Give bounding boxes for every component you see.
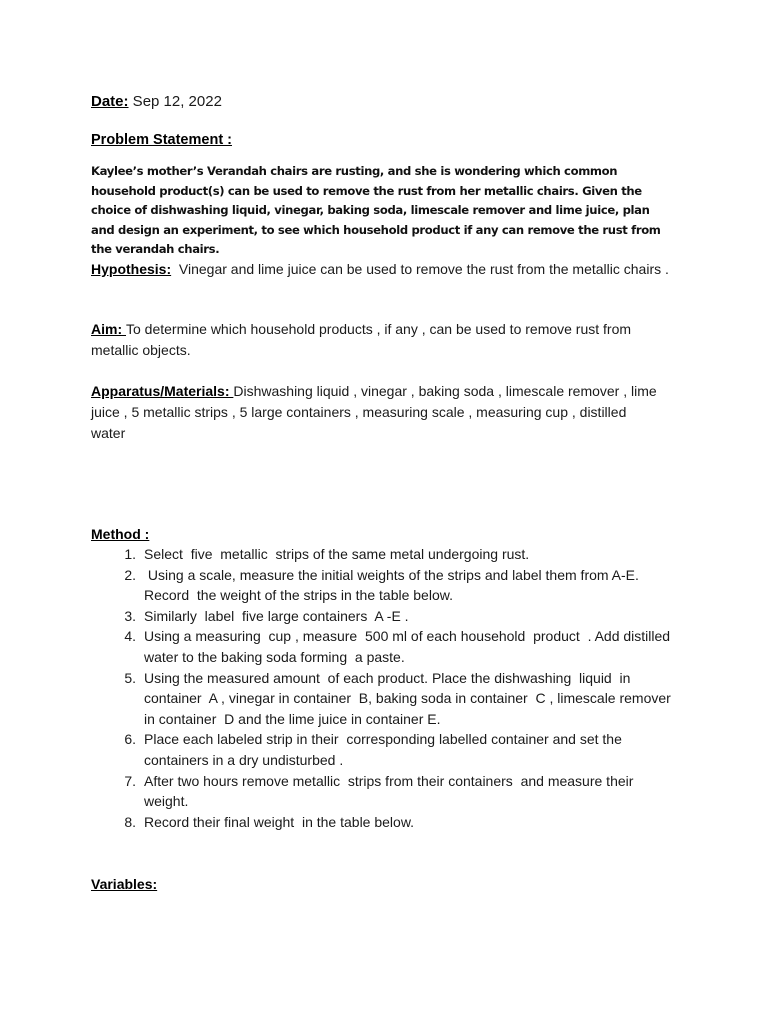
apparatus-section	[91, 381, 661, 444]
list-item	[91, 771, 681, 812]
step-number: 3.	[124, 607, 136, 624]
date-value: Sep 12, 2022	[128, 93, 222, 110]
step-number: 2.	[124, 566, 136, 583]
step-text: Place each labeled strip in their corresponding labelled container and set the containers in a dry undisturbed .	[144, 731, 626, 768]
hypothesis-text: Vinegar and lime juice can be used to remove the rust from the metallic chairs .	[171, 261, 669, 277]
step-number: 5.	[124, 669, 136, 686]
apparatus-text: Dishwashing liquid , vinegar , baking soda , limescale remover , lime juice , 5 metallic strips , 5 large containers , measuring scale , measuring cup , distilled water	[91, 383, 657, 441]
aim-section	[91, 319, 681, 361]
date-line	[91, 91, 708, 113]
step-number: 8.	[124, 813, 136, 830]
step-number: 1.	[124, 546, 136, 562]
list-item	[91, 626, 681, 667]
step-text: Using the measured amount of each product. Place the dishwashing liquid in container A , vinegar in container B, baking soda in container C , limescale remover in container D and the lime juice in container E.	[144, 669, 679, 727]
step-text: Record their final weight in the table below.	[144, 813, 415, 830]
method-steps-list	[91, 544, 681, 832]
aim-label: Aim:	[91, 321, 126, 337]
method-heading	[91, 524, 708, 545]
list-item	[91, 606, 681, 627]
step-number: 6.	[124, 731, 136, 748]
problem-statement-heading: Problem Statement :	[91, 132, 232, 148]
step-text: Using a scale, measure the initial weights of the strips and label them from A-E. Record the weight of the strips in the table below.	[144, 566, 643, 604]
list-item	[91, 668, 681, 730]
method-label: Method :	[91, 526, 150, 542]
list-item	[91, 812, 681, 833]
variables-label: Variables:	[91, 876, 158, 892]
list-item	[91, 565, 681, 606]
date-label: Date:	[91, 93, 129, 110]
list-item	[91, 544, 681, 565]
step-text: Similarly label five large containers A -E .	[144, 607, 409, 624]
problem-statement-text: Kaylee’s mother’s Verandah chairs are rusting, and she is wondering which common household product(s) can be used to remove the rust from her metallic chairs. Given the choice of dishwashing liquid, vinegar, baking soda, limescale remover and lime juice, plan and design an experiment, to see which household product if any can remove the rust from the verandah chairs.	[91, 164, 661, 256]
list-item	[91, 729, 681, 770]
apparatus-label: Apparatus/Materials:	[91, 383, 234, 399]
step-number: 7.	[124, 772, 136, 789]
variables-heading	[91, 874, 708, 895]
step-text: Select five metallic strips of the same metal undergoing rust.	[144, 546, 530, 562]
step-number: 4.	[124, 628, 136, 645]
aim-text: To determine which household products , if any , can be used to remove rust from metallic objects.	[91, 321, 632, 358]
step-text: After two hours remove metallic strips from their containers and measure their weight.	[144, 772, 638, 810]
hypothesis-label: Hypothesis:	[91, 261, 172, 277]
step-text: Using a measuring cup , measure 500 ml of each household product . Add distilled water to the baking soda forming a paste.	[144, 628, 678, 665]
hypothesis-section	[91, 259, 671, 280]
